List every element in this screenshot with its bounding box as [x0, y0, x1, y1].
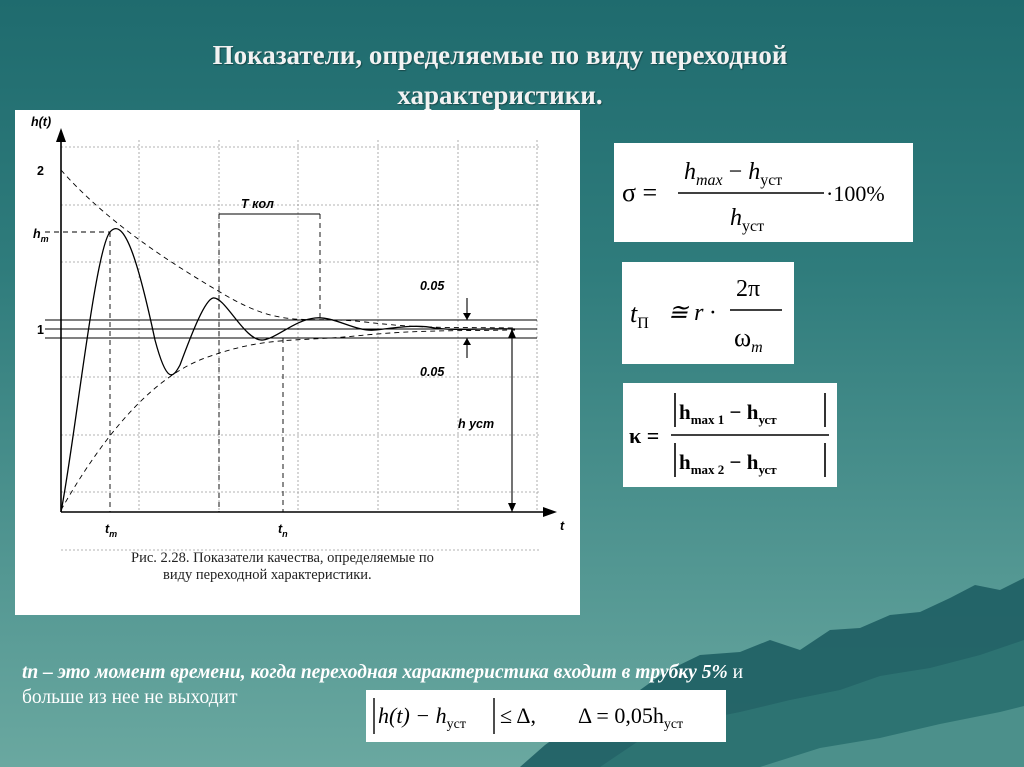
sigma-denominator: $h_{уст}$ — [730, 205, 765, 235]
t-kol-label: T кол — [241, 197, 274, 211]
markers — [45, 214, 320, 512]
h-ust-label: h уст — [458, 417, 495, 431]
kappa-denominator: $h_{max 2} - h_{уст}$ — [679, 450, 777, 477]
definition-bold: tп – это момент времени, когда переходная характеристика входит в трубку 5% — [22, 662, 728, 683]
envelope-curves — [61, 170, 515, 510]
tick-1: 1 — [37, 323, 44, 337]
tick-2: 2 — [37, 164, 44, 178]
band-label-bottom: 0.05 — [420, 365, 445, 379]
definition-line-1 — [22, 660, 982, 685]
transient-response-figure — [15, 110, 580, 615]
caption-line-2: виду переходной характеристики. — [163, 567, 372, 583]
title-line-2: характеристики. — [397, 80, 603, 110]
sigma-tail: ·100% — [826, 181, 885, 206]
sigma-lhs: σ = — [622, 178, 658, 207]
tick-hm: $h_m$ — [33, 227, 49, 244]
tube-expr-b: $\Delta = 0,05h_{уст}$ — [578, 703, 684, 732]
kappa-numerator: $h_{max 1} - h_{уст}$ — [679, 400, 777, 427]
damping-formula — [623, 383, 837, 487]
y-axis-label: h(t) — [31, 115, 52, 129]
title-line-1: Показатели, определяемые по виду переходной — [212, 40, 788, 70]
tube-relation: ≤ Δ, — [500, 703, 537, 728]
tp-lhs: $t_П$ — [630, 299, 649, 332]
tp-numerator: 2π — [736, 276, 761, 302]
axes — [56, 128, 557, 517]
slide-title — [0, 35, 1000, 115]
definition-and: и — [727, 662, 744, 683]
x-axis-label: t — [560, 519, 565, 533]
sigma-numerator: $h_{max} - h_{уст}$ — [684, 159, 783, 189]
tm-label: $t_m$ — [105, 522, 118, 539]
h-ust-arrow — [508, 329, 516, 512]
response-curve — [61, 229, 515, 512]
definition-line-2: больше из нее не выходит — [22, 687, 238, 708]
tube-condition-formula — [366, 690, 726, 742]
tn-label: $t_n$ — [278, 522, 288, 539]
figure-caption — [131, 550, 541, 584]
overshoot-formula — [614, 143, 913, 242]
caption-line-1: Рис. 2.28. Показатели качества, определяемые по — [131, 550, 434, 566]
band-label-top: 0.05 — [420, 279, 445, 293]
kappa-lhs: κ = — [629, 423, 660, 448]
settling-time-formula — [622, 262, 794, 364]
tp-denominator: $\omega_m$ — [734, 323, 763, 356]
tp-relation: ≅ r · — [668, 300, 716, 326]
transient-response-plot — [15, 110, 580, 615]
tube-expr-a: $h(t) - h_{уст}$ — [378, 703, 466, 732]
